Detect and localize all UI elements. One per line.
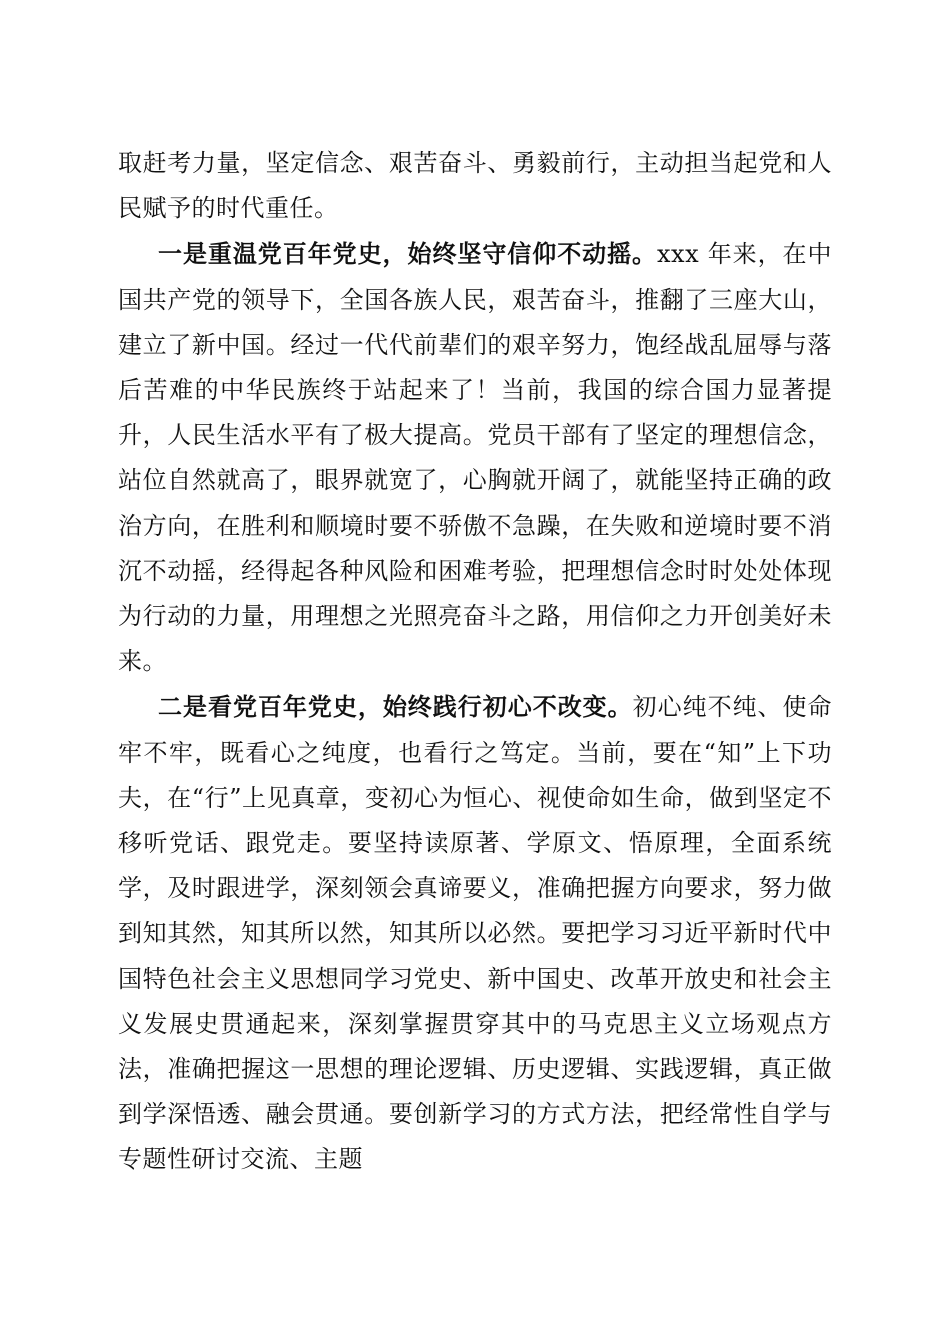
paragraph-text: xxx 年来，在中国共产党的领导下，全国各族人民，艰苦奋斗，推翻了三座大山，建立了新中国。经过一代代前辈们的艰辛努力，饱经战乱屈辱与落后苦难的中华民族终于站起来了！当前，我国的综合国力显著提升，人民生活水平有了极大提高。党员干部有了坚定的理想信念，站位自然就高了，眼界就宽了，心胸就开阔了，就能坚持正确的政治方向，在胜利和顺境时要不骄傲不急躁，在失败和逆境时要不消沉不动摇，经得起各种风险和困难考验，把理想信念时时处处体现为行动的力量，用理想之光照亮奋斗之路，用信仰之力开创美好未来。 [118,240,833,676]
paragraph-heading: 二是看党百年党史，始终践行初心不改变。 [158,692,633,722]
paragraph-continuation [118,141,832,231]
paragraph-point-two [118,684,832,1182]
paragraph-point-one [118,231,832,684]
paragraph-heading: 一是重温党百年党史，始终坚守信仰不动摇。 [158,239,658,269]
document-body [118,141,832,1183]
paragraph-text: 初心纯不纯、使命牢不牢，既看心之纯度，也看行之笃定。当前，要在“知”上下功夫，在“行”上见真章，变初心为恒心、视使命如生命，做到坚定不移听党话、跟党走。要坚持读原著、学原文、悟原理，全面系统学，及时跟进学，深刻领会真谛要义，准确把握方向要求，努力做到知其然，知其所以然，知其所以必然。要把学习习近平新时代中国特色社会主义思想同学习党史、新中国史、改革开放史和社会主义发展史贯通起来，深刻掌握贯穿其中的马克思主义立场观点方法，准确把握这一思想的理论逻辑、历史逻辑、实践逻辑，真正做到学深悟透、融会贯通。要创新学习的方式方法，把经常性自学与专题性研讨交流、主题 [118,693,833,1174]
paragraph-text: 取赶考力量，坚定信念、艰苦奋斗、勇毅前行，主动担当起党和人民赋予的时代重任。 [118,149,832,223]
